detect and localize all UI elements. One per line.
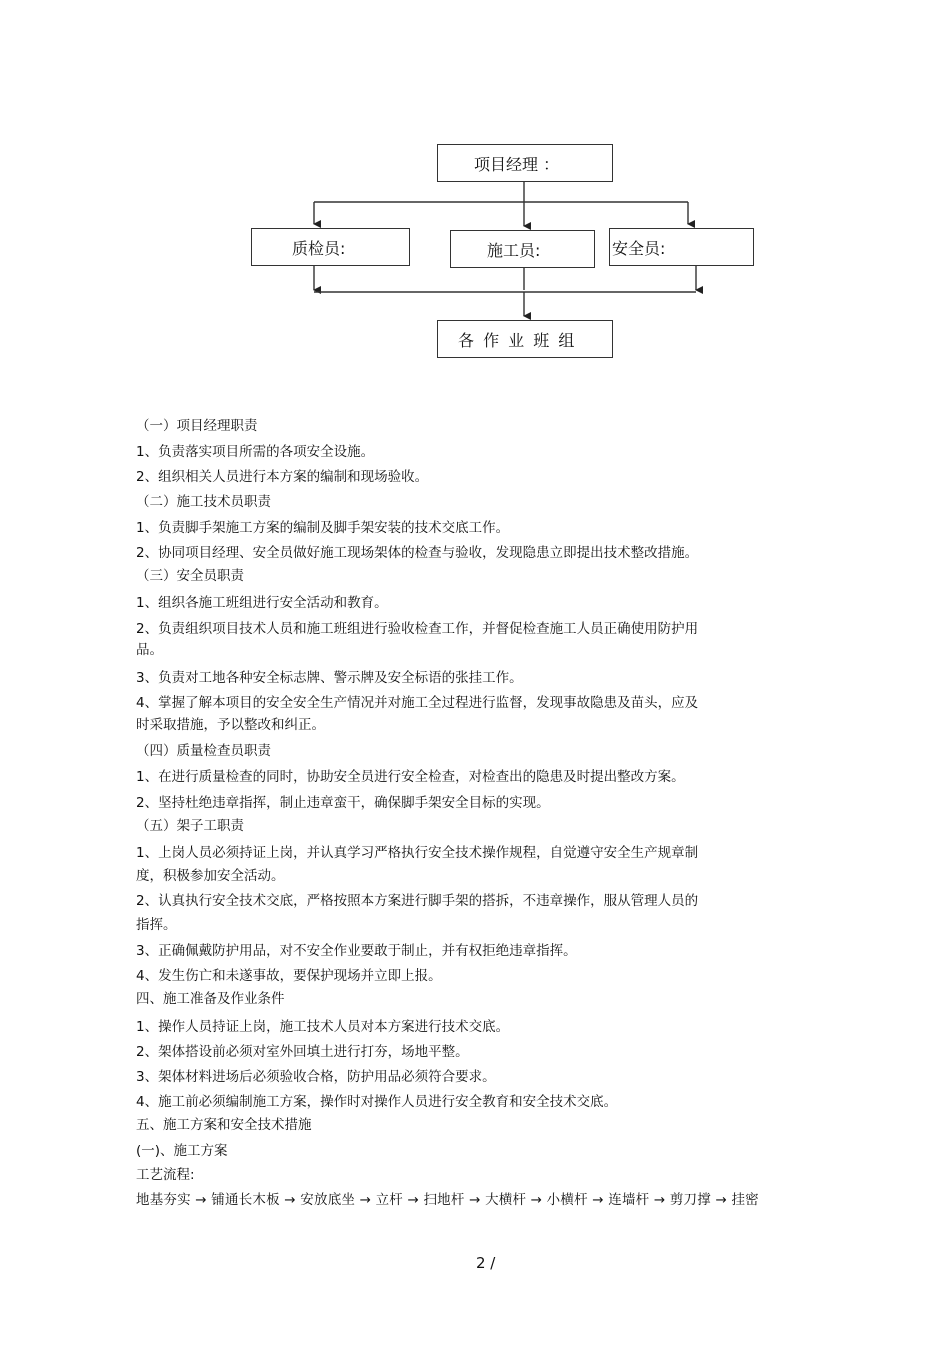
text-line: 1、在进行质量检查的同时，协助安全员进行安全检查，对检查出的隐患及时提出整改方案。: [136, 769, 685, 785]
text-line: 3、负责对工地各种安全标志牌、警示牌及安全标语的张挂工作。: [136, 670, 523, 686]
text-line: 2、架体搭设前必须对室外回填土进行打夯，场地平整。: [136, 1044, 469, 1060]
text-line: 2、负责组织项目技术人员和施工班组进行验收检查工作，并督促检查施工人员正确使用防护用: [136, 621, 699, 637]
section-heading: （五）架子工职责: [136, 818, 244, 834]
safety-officer-box: [609, 228, 754, 266]
section-heading: （一）项目经理职责: [136, 418, 258, 434]
section-heading: 五、施工方案和安全技术措施: [136, 1117, 312, 1133]
project-manager-box: [437, 144, 613, 182]
project-manager-label: 项目经理 ：: [474, 154, 560, 174]
section-heading: （三）安全员职责: [136, 568, 244, 584]
text-line: 2、协同项目经理、安全员做好施工现场架体的检查与验收，发现隐患立即提出技术整改措施。: [136, 545, 699, 561]
text-line: 3、正确佩戴防护用品，对不安全作业要敢于制止，并有权拒绝违章指挥。: [136, 943, 577, 959]
text-line: 度，积极参加安全活动。: [136, 868, 285, 884]
text-line: 工艺流程:: [136, 1167, 195, 1183]
text-line: 4、施工前必须编制施工方案，操作时对操作人员进行安全教育和安全技术交底。: [136, 1094, 618, 1110]
safety-officer-label: 安全员:: [612, 238, 666, 258]
work-teams-box: [437, 320, 613, 358]
text-line: 4、发生伤亡和未遂事故，要保护现场并立即上报。: [136, 968, 442, 984]
text-line: 品。: [136, 642, 163, 658]
text-line: 2、组织相关人员进行本方案的编制和现场验收。: [136, 469, 429, 485]
section-heading: 四、施工准备及作业条件: [136, 991, 285, 1007]
construction-officer-label: 施工员:: [487, 240, 541, 260]
text-line: 4、掌握了解本项目的安全安全生产情况并对施工全过程进行监督，发现事故隐患及苗头，应及: [136, 695, 699, 711]
text-line: 指挥。: [136, 917, 177, 933]
text-line: 时采取措施，予以整改和纠正。: [136, 717, 325, 733]
text-line: 1、上岗人员必须持证上岗，并认真学习严格执行安全技术操作规程，自觉遵守安全生产规章制: [136, 845, 699, 861]
page-number: 2 /: [476, 1254, 496, 1272]
text-line: 3、架体材料进场后必须验收合格，防护用品必须符合要求。: [136, 1069, 496, 1085]
text-line: 1、负责落实项目所需的各项安全设施。: [136, 444, 375, 460]
text-line: 1、组织各施工班组进行安全活动和教育。: [136, 595, 388, 611]
process-flow-line: 地基夯实 → 铺通长木板 → 安放底坐 → 立杆 → 扫地杆 → 大横杆 → 小横杆 → 连墙杆 → 剪刀撑 → 挂密: [136, 1192, 759, 1208]
text-line: (一)、施工方案: [136, 1143, 228, 1159]
text-line: 2、坚持杜绝违章指挥，制止违章蛮干，确保脚手架安全目标的实现。: [136, 795, 550, 811]
construction-officer-box: [450, 230, 595, 268]
section-heading: （四）质量检查员职责: [136, 743, 271, 759]
text-line: 2、认真执行安全技术交底，严格按照本方案进行脚手架的搭拆，不违章操作，服从管理人员的: [136, 893, 699, 909]
work-teams-label: 各 作 业 班 组: [458, 330, 577, 350]
qc-inspector-box: [251, 228, 410, 266]
text-line: 1、操作人员持证上岗，施工技术人员对本方案进行技术交底。: [136, 1019, 510, 1035]
qc-inspector-label: 质检员:: [292, 238, 346, 258]
text-line: 1、负责脚手架施工方案的编制及脚手架安装的技术交底工作。: [136, 520, 510, 536]
section-heading: （二）施工技术员职责: [136, 494, 271, 510]
